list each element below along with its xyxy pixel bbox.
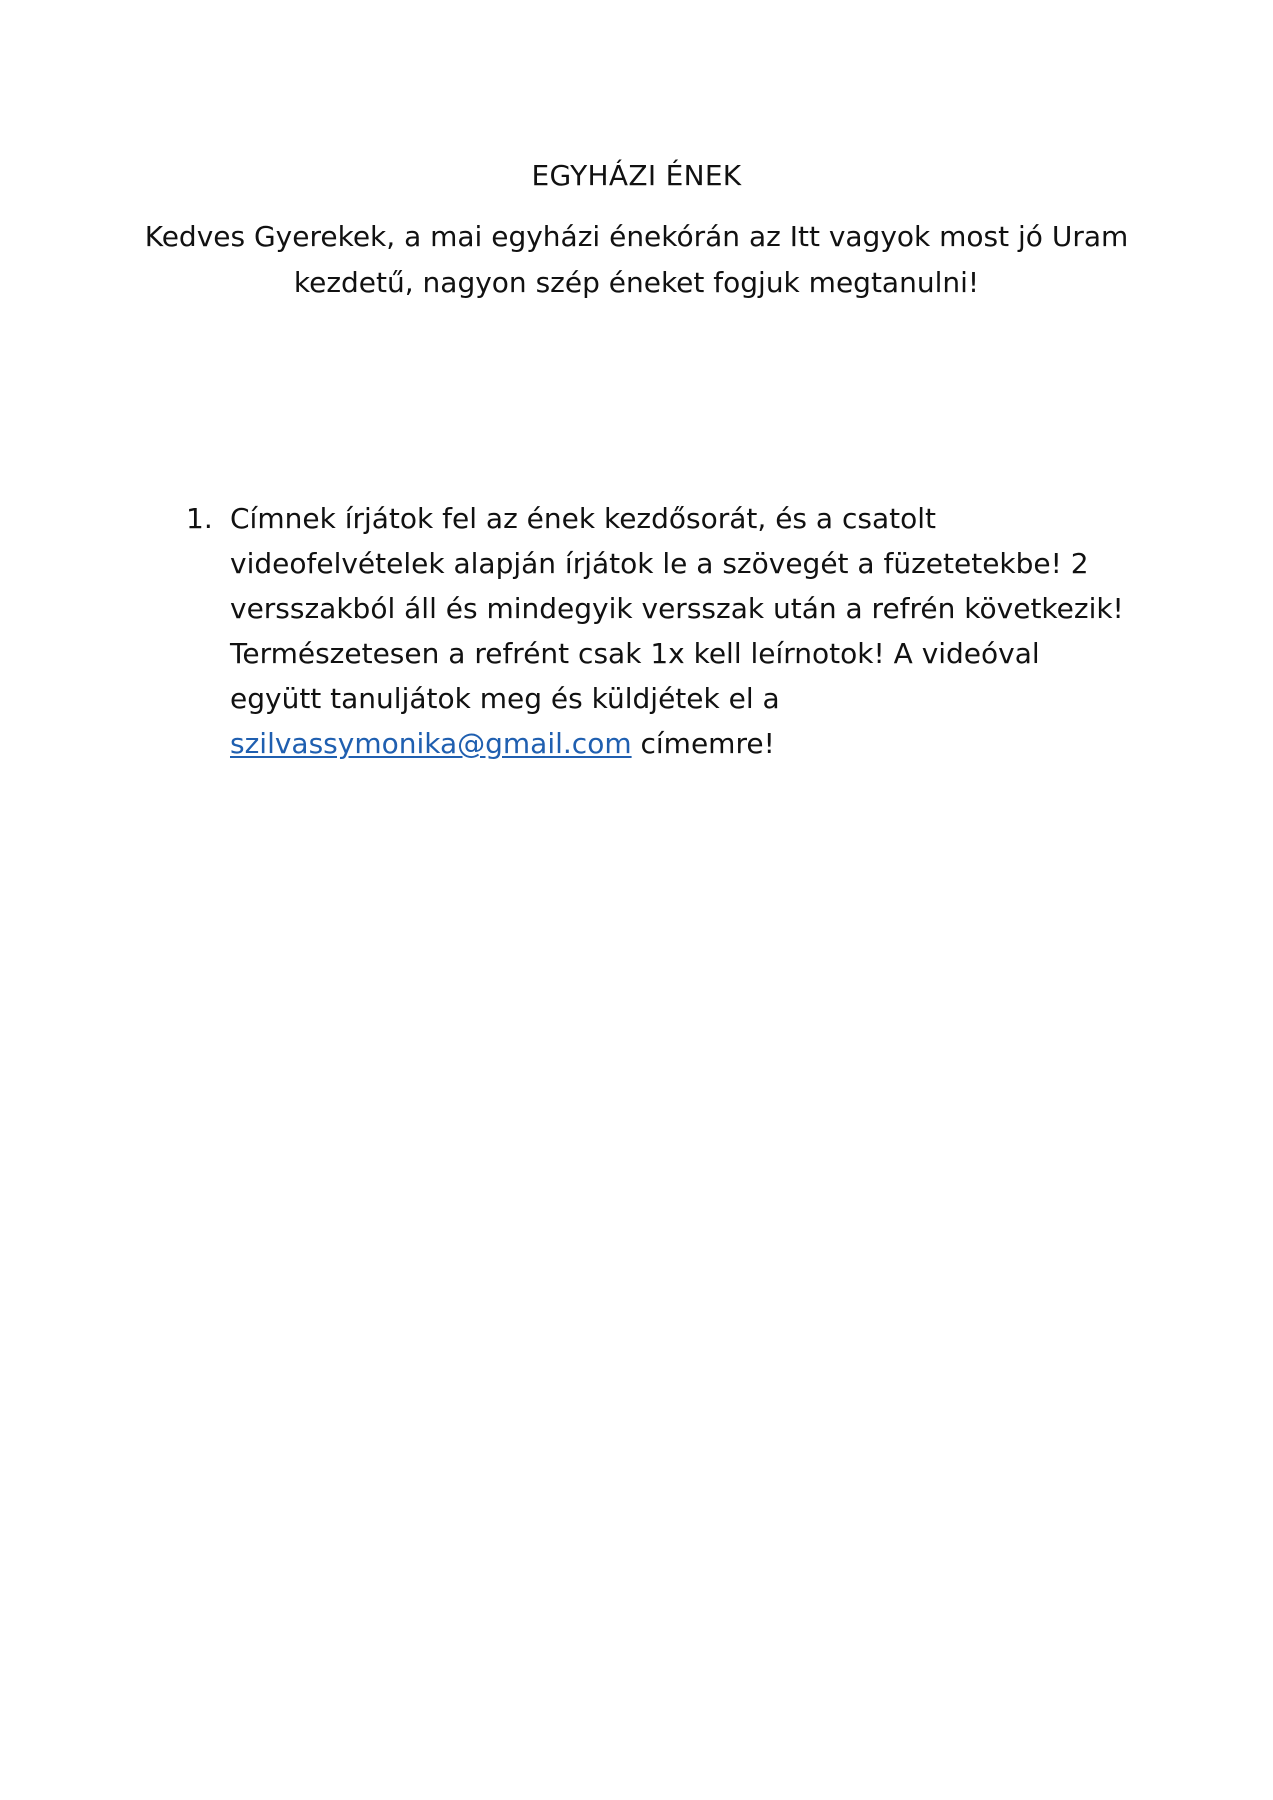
task-line-4: Természetesen a refrént csak 1x kell leírnotok! A videóval xyxy=(230,637,1040,670)
task-line-1: Címnek írjátok fel az ének kezdősorát, és a csatolt xyxy=(230,502,936,535)
intro-paragraph xyxy=(140,214,1133,306)
task-line-2: videofelvételek alapján írjátok le a szövegét a füzetetekbe! 2 xyxy=(230,547,1089,580)
task-line-3: versszakból áll és mindegyik versszak után a refrén következik! xyxy=(230,592,1124,625)
task-number: 1. xyxy=(186,502,213,535)
intro-line-2: kezdetű, nagyon szép éneket fogjuk megtanulni! xyxy=(293,266,980,299)
intro-line-1: Kedves Gyerekek, a mai egyházi énekórán az Itt vagyok most jó Uram xyxy=(144,220,1129,253)
email-closing-text: címemre! xyxy=(631,727,775,760)
task-line-5: együtt tanuljátok meg és küldjétek el a xyxy=(230,682,780,715)
document-title: EGYHÁZI ÉNEK xyxy=(531,159,742,192)
task-item-1 xyxy=(186,496,1126,766)
task-list xyxy=(186,496,1126,766)
task-line-6 xyxy=(230,721,1126,766)
email-link[interactable]: szilvassymonika@gmail.com xyxy=(230,727,632,760)
